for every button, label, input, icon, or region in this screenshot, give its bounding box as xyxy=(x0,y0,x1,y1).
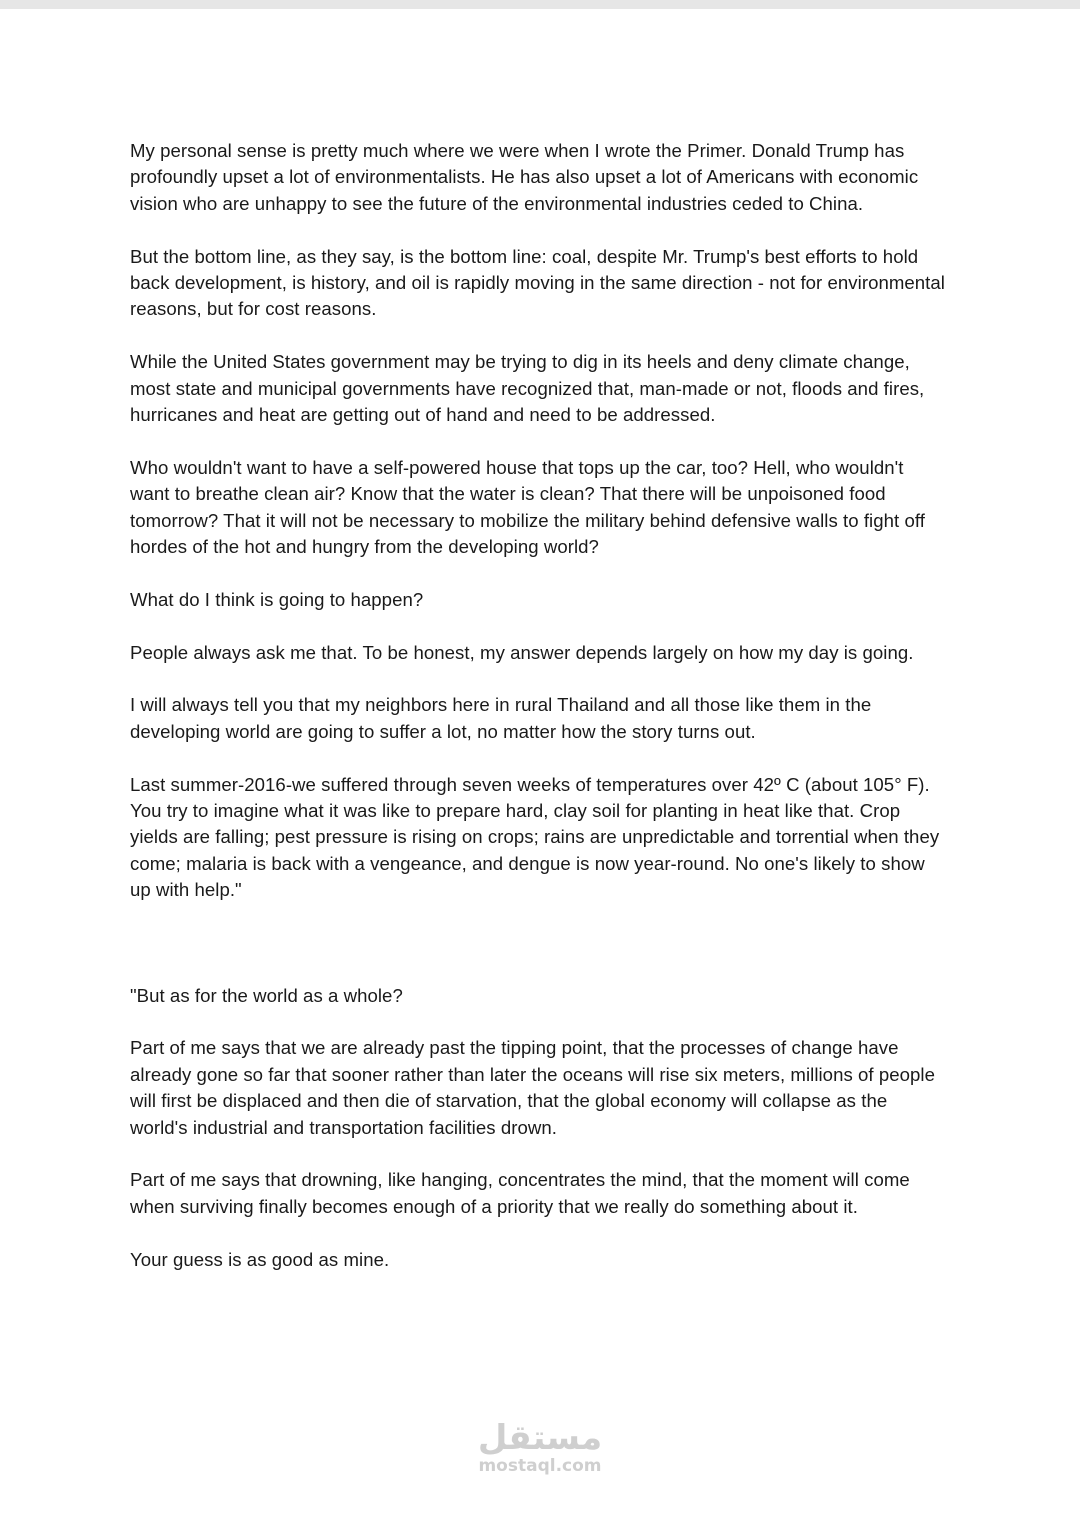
paragraph-5: What do I think is going to happen? xyxy=(130,588,424,610)
paragraph-3: While the United States government may be trying to dig in its heels and deny climate change, most state and municipal governments have recognized that, man-made or not, floods and fires, hurricanes and heat are getting out of hand and need to be addressed. xyxy=(130,351,925,426)
paragraph-10: Part of me says that we are already past the tipping point, that the processes of change have already gone so far that sooner rather than later the oceans will rise six meters, millions of people will first be displaced and then die of starvation, that the global economy will collapse as the world's industrial and transportation facilities drown. xyxy=(130,1037,935,1138)
paragraph-11: Part of me says that drowning, like hanging, concentrates the mind, that the moment will come when surviving finally becomes enough of a priority that we really do something about it. xyxy=(130,1169,910,1217)
paragraph-6: People always ask me that. To be honest, my answer depends largely on how my day is going. xyxy=(130,641,914,663)
paragraph-8: Last summer-2016-we suffered through seven weeks of temperatures over 42º C (about 105° F). You try to imagine what it was like to prepare hard, clay soil for planting in heat like that. Crop yields are falling; pest pressure is rising on crops; rains are unpredictable and torrential when they come; malaria is back with a vengeance, and dengue is now year-round. No one's likely to show up with help." xyxy=(130,773,940,901)
paragraph-12: Your guess is as good as mine. xyxy=(130,1248,390,1270)
paragraph-4: Who wouldn't want to have a self-powered house that tops up the car, too? Hell, who wouldn't want to breathe clean air? Know that the water is clean? That there will be unpoisoned food tomorrow? That it will not be necessary to mobilize the military behind defensive walls to fight off hordes of the hot and hungry from the developing world? xyxy=(130,456,925,558)
viewer-top-bar xyxy=(0,0,1080,9)
document-page xyxy=(130,138,945,1299)
paragraph-1: My personal sense is pretty much where we were when I wrote the Primer. Donald Trump has profoundly upset a lot of environmentalists. He has also upset a lot of Americans with economic vision who are unhappy to see the future of the environmental industries ceded to China. xyxy=(130,140,919,214)
watermark-arabic-text: مستقل xyxy=(477,1418,603,1458)
paragraph-2: But the bottom line, as they say, is the bottom line: coal, despite Mr. Trump's best efforts to hold back development, is history, and oil is rapidly moving in the same direction - not for environmental reasons, but for cost reasons. xyxy=(130,245,945,320)
watermark-latin-text: mostaql.com xyxy=(478,1456,602,1476)
paragraph-7: I will always tell you that my neighbors here in rural Thailand and all those like them in the developing world are going to suffer a lot, no matter how the story turns out. xyxy=(130,694,872,742)
paragraph-9: "But as for the world as a whole? xyxy=(130,984,403,1006)
mostaql-watermark xyxy=(440,1418,640,1476)
